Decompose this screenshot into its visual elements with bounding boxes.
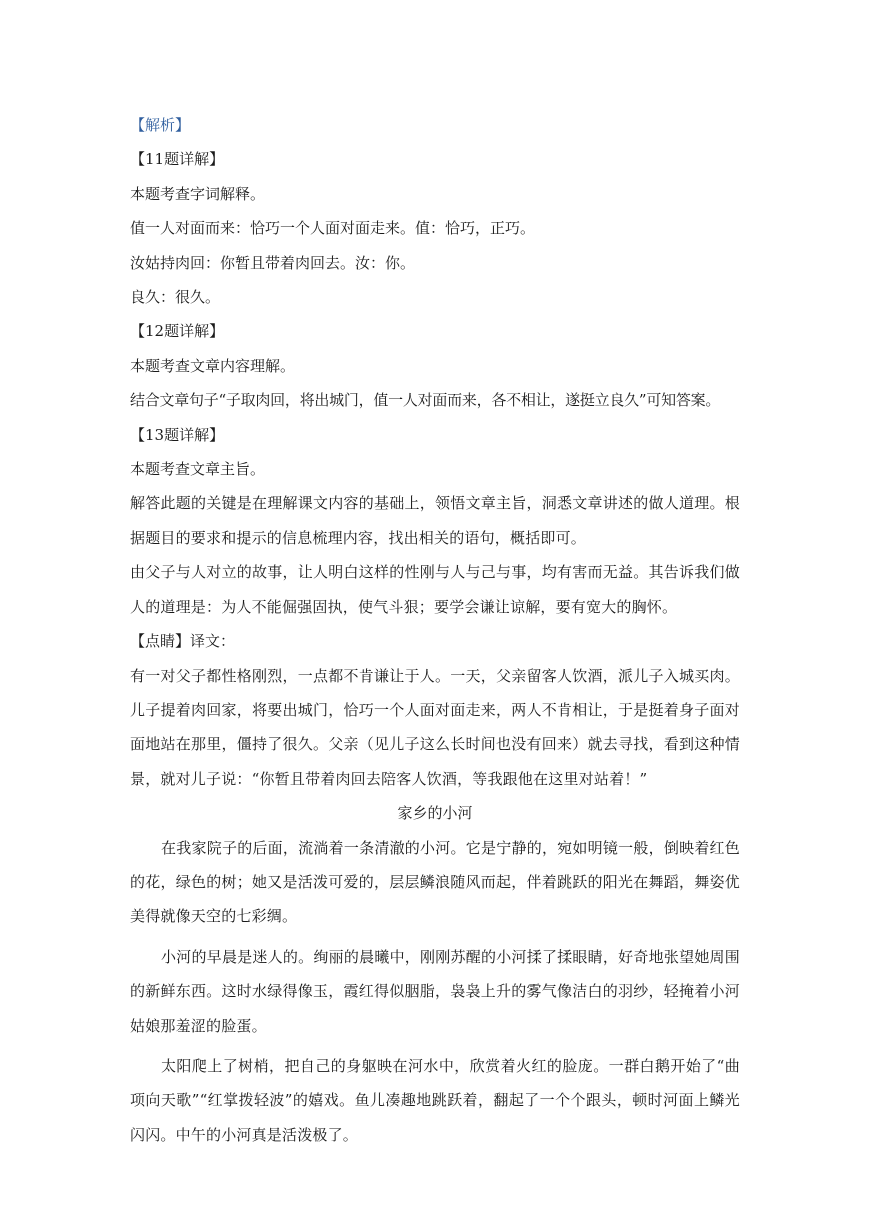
q13-paragraph: 由父子与人对立的故事，让人明白这样的性刚与人与己与事，均有害而无益。其告诉我们做人的道理是：为人不能倔强固执，使气斗狠；要学会谦让谅解，要有宽大的胸怀。 <box>130 563 740 616</box>
document-page <box>130 108 740 1152</box>
essay-paragraph: 小河的早晨是迷人的。绚丽的晨曦中，刚刚苏醒的小河揉了揉眼睛，好奇地张望她周围的新鲜东西。这时水绿得像玉，霞红得似胭脂，袅袅上升的雾气像洁白的羽纱，轻掩着小河姑娘那羞涩的脸蛋。 <box>130 947 740 1035</box>
q11-line: 本题考查字词解释。 <box>130 184 266 203</box>
translation-paragraph: 有一对父子都性格刚烈，一点都不肯谦让于人。一天，父亲留客人饮酒，派儿子入城买肉。儿子提着肉回家，将要出城门，恰巧一个人面对面走来，两人不肯相让，于是挺着身子面对面地站在那里，僵持了很久。父亲（见儿子这么长时间也没有回来）就去寻找，看到这种情景，就对儿子说：“你暂且带着肉回去陪客人饮酒，等我跟他在这里对站着！” <box>130 666 740 788</box>
q12-heading: 【12题详解】 <box>130 322 225 341</box>
q11-line: 值一人对面而来：恰巧一个人面对面走来。值：恰巧，正巧。 <box>130 219 536 238</box>
essay-title: 家乡的小河 <box>397 804 473 823</box>
q11-line: 良久：很久。 <box>130 288 221 307</box>
analysis-heading: 【解析】 <box>130 116 191 134</box>
tip-heading: 【点睛】译文： <box>130 632 236 651</box>
q13-line: 本题考查文章主旨。 <box>130 460 266 479</box>
q13-paragraph: 解答此题的关键是在理解课文内容的基础上，领悟文章主旨，洞悉文章讲述的做人道理。根据题目的要求和提示的信息梳理内容，找出相关的语句，概括即可。 <box>130 494 740 547</box>
q12-line: 结合文章句子“子取肉回，将出城门，值一人对面而来，各不相让，遂挺立良久”可知答案。 <box>130 391 721 410</box>
essay-paragraph: 在我家院子的后面，流淌着一条清澈的小河。它是宁静的，宛如明镜一般，倒映着红色的花，绿色的树；她又是活泼可爱的，层层鳞浪随风而起，伴着跳跃的阳光在舞蹈，舞姿优美得就像天空的七彩绸。 <box>130 838 740 926</box>
q11-heading: 【11题详解】 <box>130 150 225 169</box>
essay-paragraph: 太阳爬上了树梢，把自己的身躯映在河水中，欣赏着火红的脸庞。一群白鹅开始了“曲项向天歌”“红掌拨轻波”的嬉戏。鱼儿凑趣地跳跃着，翻起了一个个跟头，顿时河面上鳞光闪闪。中午的小河真是活泼极了。 <box>130 1056 740 1144</box>
q12-line: 本题考查文章内容理解。 <box>130 356 296 375</box>
q11-line: 汝姑持肉回：你暂且带着肉回去。汝：你。 <box>130 253 416 272</box>
q13-heading: 【13题详解】 <box>130 425 225 444</box>
